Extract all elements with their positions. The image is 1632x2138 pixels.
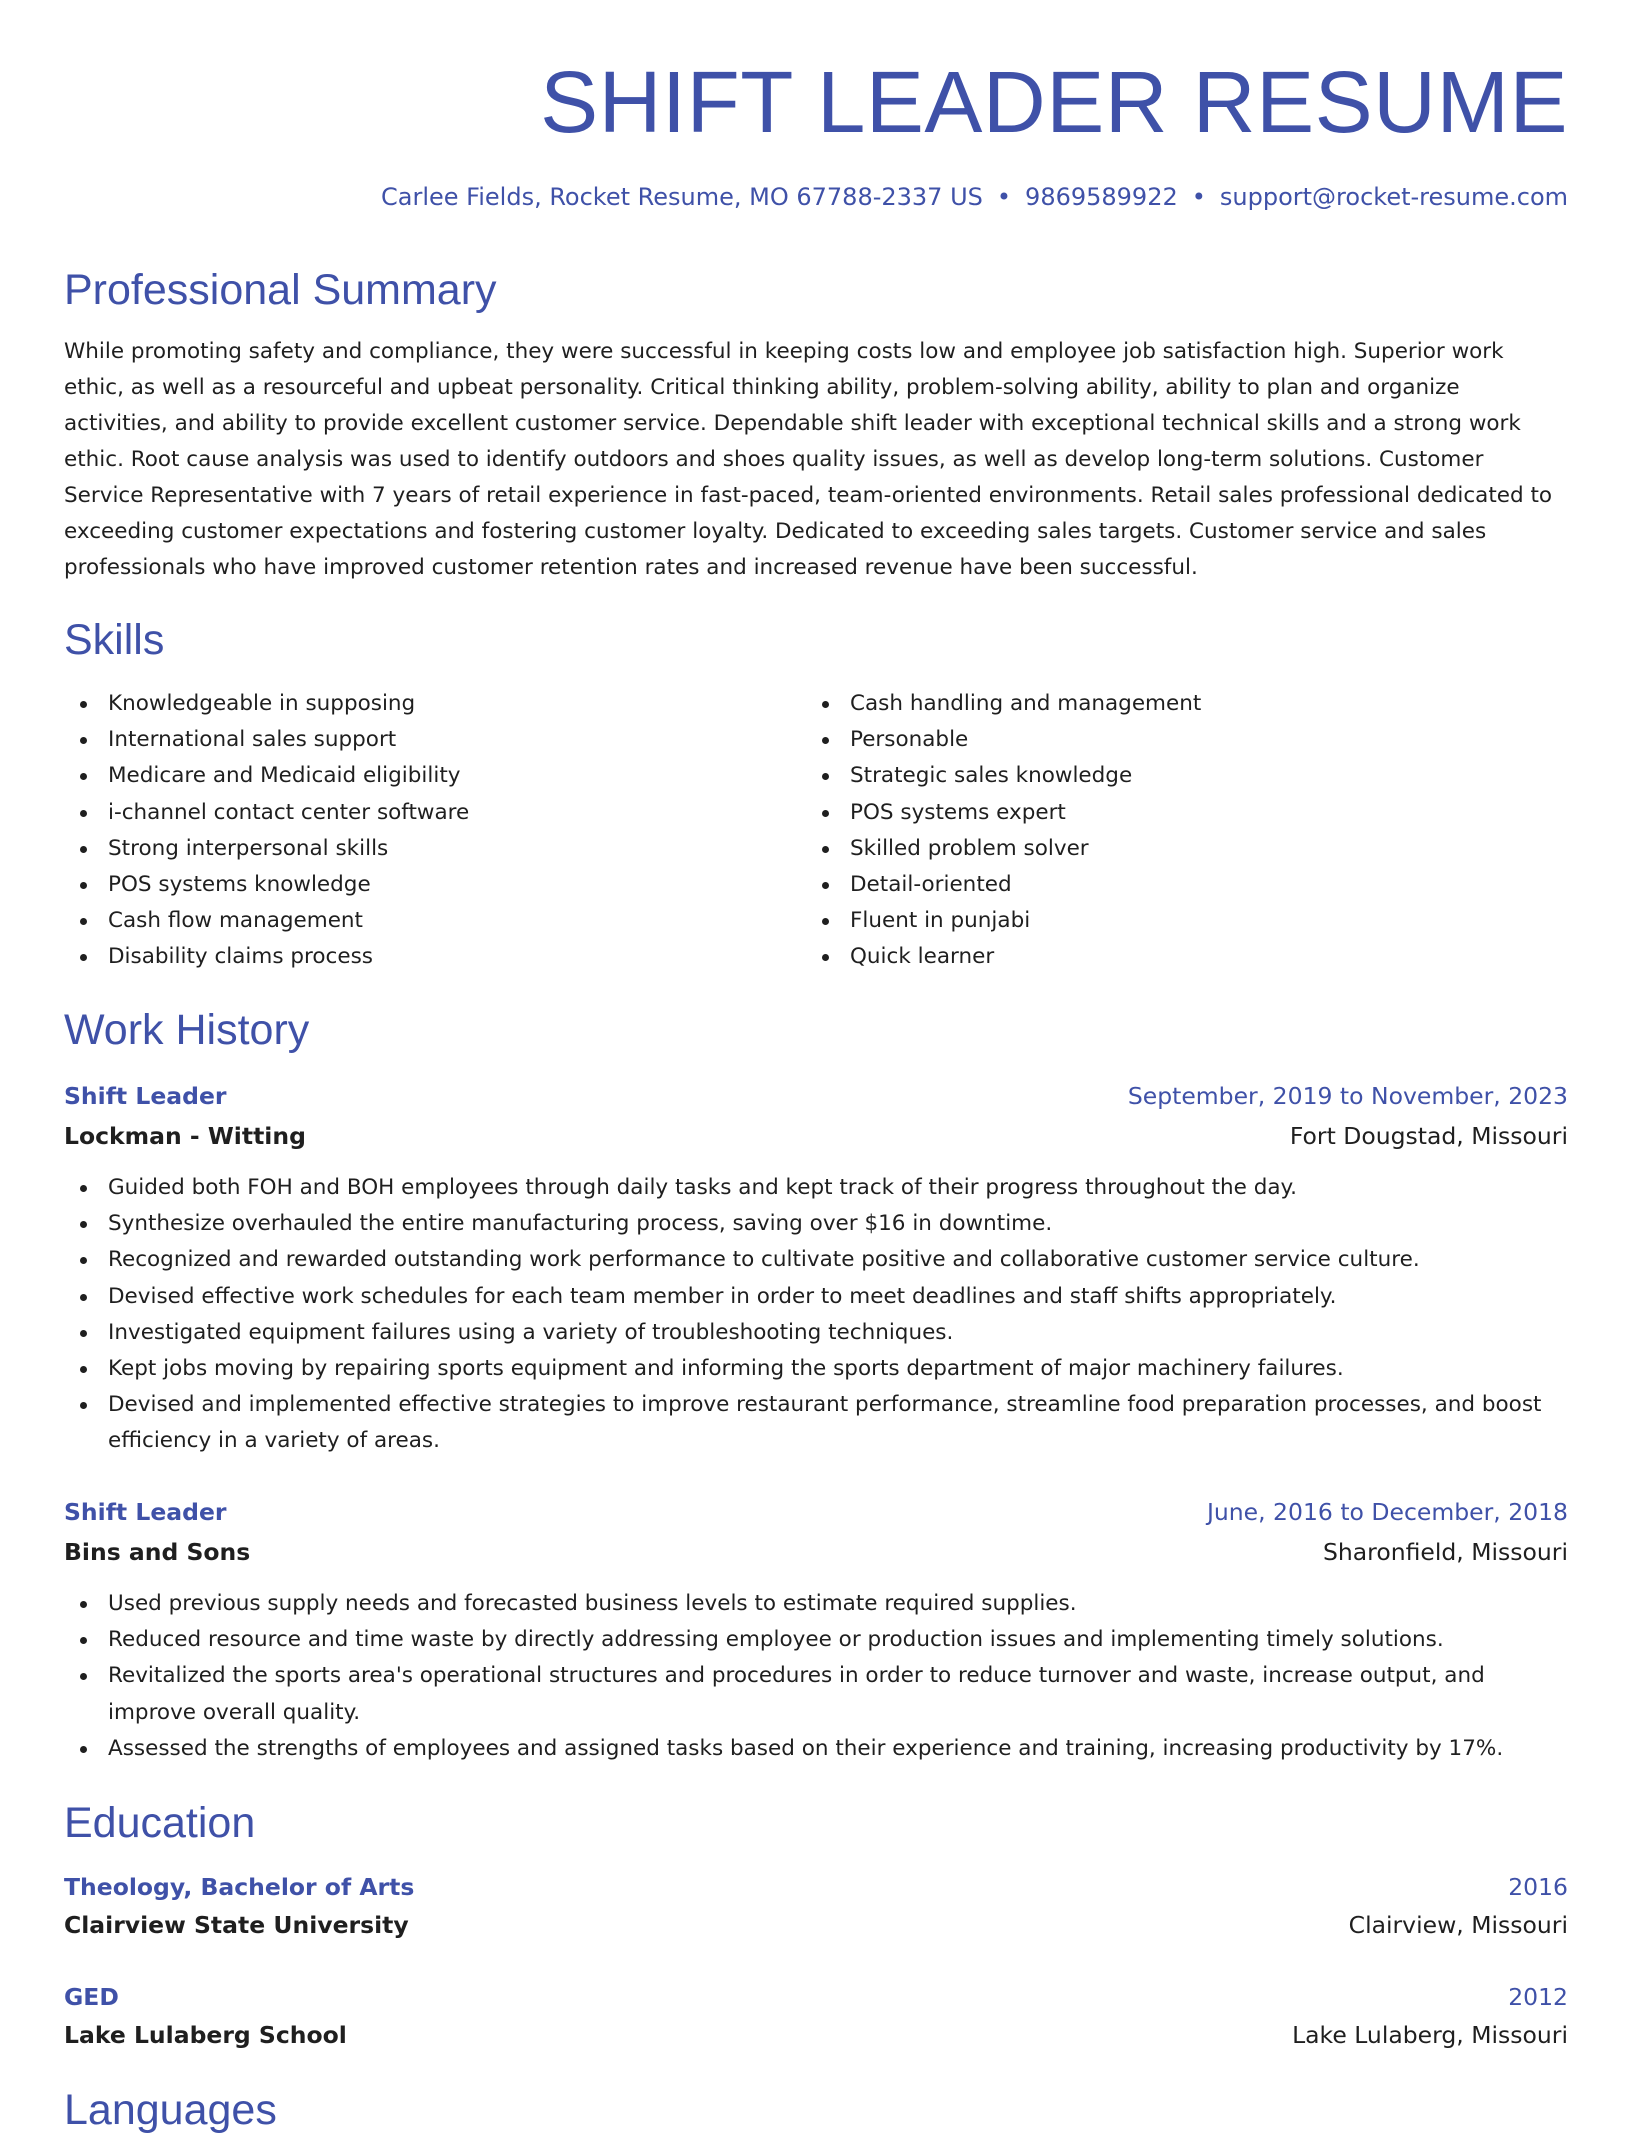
- education-year: 2016: [1508, 1873, 1568, 1901]
- skill-item: POS systems expert: [806, 795, 1506, 831]
- job-dates: June, 2016 to December, 2018: [1206, 1498, 1568, 1526]
- job-bullet: Devised effective work schedules for each team member in order to meet deadlines and staff shifts appropriately.: [64, 1279, 1568, 1315]
- skill-item: Cash handling and management: [806, 686, 1506, 722]
- education-degree: Theology, Bachelor of Arts: [64, 1873, 415, 1901]
- job-bullet: Guided both FOH and BOH employees through daily tasks and kept track of their progress throughout the day.: [64, 1170, 1568, 1206]
- contact-separator: •: [1191, 183, 1206, 211]
- education-subheader: [64, 1906, 1568, 1944]
- skill-item: International sales support: [64, 722, 764, 758]
- skill-item: Knowledgeable in supposing: [64, 686, 764, 722]
- skill-item: Disability claims process: [64, 939, 764, 975]
- job-subheader: [64, 1117, 1568, 1155]
- education-year: 2012: [1508, 1983, 1568, 2011]
- skill-item: i-channel contact center software: [64, 795, 764, 831]
- skill-item: Cash flow management: [64, 903, 764, 939]
- job-bullets: [64, 1170, 1568, 1460]
- job-company: Bins and Sons: [64, 1538, 251, 1566]
- skill-item: Quick learner: [806, 939, 1506, 975]
- contact-phone: 9869589922: [1025, 183, 1178, 211]
- skill-item: Strong interpersonal skills: [64, 831, 764, 867]
- job-bullet: Recognized and rewarded outstanding work performance to cultivate positive and collaborative customer service culture.: [64, 1242, 1568, 1278]
- work-heading: Work History: [64, 1006, 310, 1054]
- job-bullet: Assessed the strengths of employees and assigned tasks based on their experience and training, increasing productivity by 17%.: [64, 1731, 1568, 1767]
- skill-item: Personable: [806, 722, 1506, 758]
- resume-title: SHIFT LEADER RESUME: [540, 54, 1568, 151]
- job-bullet: Revitalized the sports area's operational structures and procedures in order to reduce turnover and waste, increase output, and improve overall quality.: [64, 1658, 1568, 1730]
- job-bullets: [64, 1586, 1568, 1767]
- education-subheader: [64, 2016, 1568, 2054]
- job-company: Lockman - Witting: [64, 1122, 306, 1150]
- job-bullet: Investigated equipment failures using a variety of troubleshooting techniques.: [64, 1315, 1568, 1351]
- education-location: Clairview, Missouri: [1348, 1911, 1568, 1939]
- skill-item: Detail-oriented: [806, 867, 1506, 903]
- job-bullet: Kept jobs moving by repairing sports equipment and informing the sports department of major machinery failures.: [64, 1351, 1568, 1387]
- job-dates: September, 2019 to November, 2023: [1127, 1082, 1568, 1110]
- skill-item: Fluent in punjabi: [806, 903, 1506, 939]
- contact-line: [381, 180, 1568, 214]
- job-location: Fort Dougstad, Missouri: [1289, 1122, 1568, 1150]
- job-location: Sharonfield, Missouri: [1322, 1538, 1568, 1566]
- skill-item: Strategic sales knowledge: [806, 758, 1506, 794]
- education-location: Lake Lulaberg, Missouri: [1292, 2021, 1568, 2049]
- contact-email: support@rocket-resume.com: [1219, 183, 1568, 211]
- skill-item: Medicare and Medicaid eligibility: [64, 758, 764, 794]
- skills-list-right: [806, 686, 1506, 976]
- summary-heading: Professional Summary: [64, 266, 497, 314]
- education-school: Clairview State University: [64, 1911, 409, 1939]
- skill-item: Skilled problem solver: [806, 831, 1506, 867]
- education-school: Lake Lulaberg School: [64, 2021, 347, 2049]
- contact-address: Carlee Fields, Rocket Resume, MO 67788-2337 US: [381, 183, 983, 211]
- job-subheader: [64, 1533, 1568, 1571]
- education-header: [64, 1978, 1568, 2016]
- job-bullet: Synthesize overhauled the entire manufacturing process, saving over $16 in downtime.: [64, 1206, 1568, 1242]
- job-bullet: Used previous supply needs and forecasted business levels to estimate required supplies.: [64, 1586, 1568, 1622]
- education-heading: Education: [64, 1799, 256, 1847]
- job-header: [64, 1493, 1568, 1531]
- education-header: [64, 1868, 1568, 1906]
- skills-heading: Skills: [64, 616, 165, 664]
- skills-list-left: [64, 686, 764, 976]
- job-header: [64, 1077, 1568, 1115]
- languages-heading: Languages: [64, 2086, 277, 2134]
- education-degree: GED: [64, 1983, 119, 2011]
- job-title: Shift Leader: [64, 1082, 227, 1110]
- contact-separator: •: [996, 183, 1012, 211]
- skill-item: POS systems knowledge: [64, 867, 764, 903]
- job-bullet: Reduced resource and time waste by directly addressing employee or production issues and implementing timely solutions.: [64, 1622, 1568, 1658]
- job-title: Shift Leader: [64, 1498, 227, 1526]
- job-bullet: Devised and implemented effective strategies to improve restaurant performance, streamline food preparation processes, and boost efficiency in a variety of areas.: [64, 1387, 1568, 1459]
- summary-text: While promoting safety and compliance, they were successful in keeping costs low and employee job satisfaction high. Superior work ethic, as well as a resourceful and upbeat personality. Critical thinking ability, problem-solving ability, ability to plan and organize activities, and ability to provide excellent customer service. Dependable shift leader with exceptional technical skills and a strong work ethic. Root cause analysis was used to identify outdoors and shoes quality issues, as well as develop long-term solutions. Customer Service Representative with 7 years of retail experience in fast-paced, team-oriented environments. Retail sales professional dedicated to exceeding customer expectations and fostering customer loyalty. Dedicated to exceeding sales targets. Customer service and sales professionals who have improved customer retention rates and increased revenue have been successful.: [64, 339, 1553, 580]
